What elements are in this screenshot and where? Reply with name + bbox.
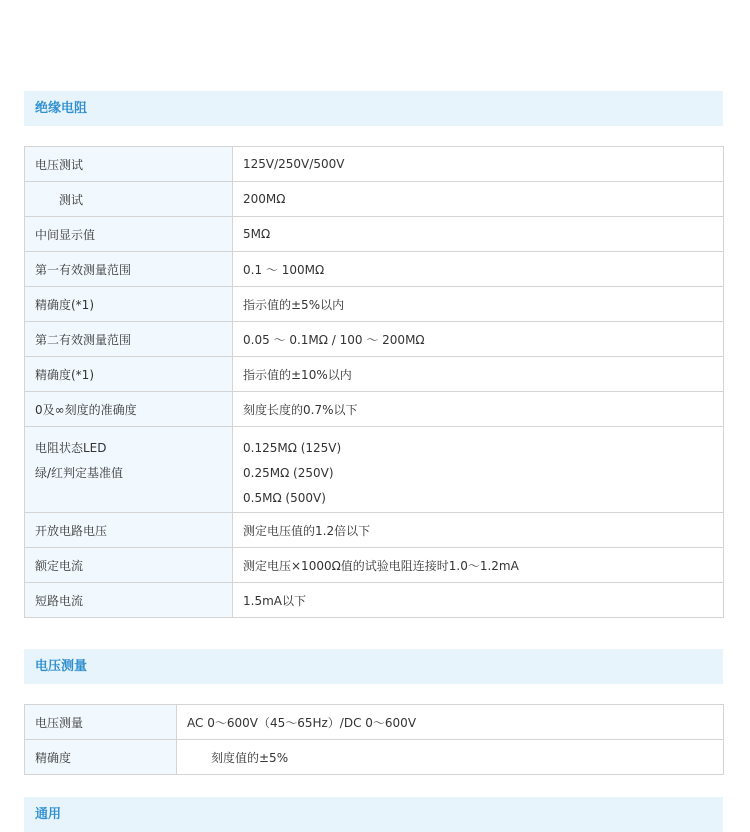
table-row xyxy=(25,583,724,618)
row-label: 开放电路电压 xyxy=(25,513,233,548)
table-row xyxy=(25,705,724,740)
row-value: 测定电压×1000Ω值的试验电阻连接时1.0～1.2mA xyxy=(233,548,724,583)
row-label: 额定电流 xyxy=(25,548,233,583)
table-row xyxy=(25,182,724,217)
row-value: 测定电压值的1.2倍以下 xyxy=(233,513,724,548)
table-row xyxy=(25,740,724,775)
row-label-line: 绿/红判定基准值 xyxy=(35,466,124,480)
row-value-text: 刻度值的±5% xyxy=(211,750,289,765)
table-row xyxy=(25,357,724,392)
row-label: 短路电流 xyxy=(25,583,233,618)
table-row xyxy=(25,427,724,513)
section-header-insulation-resistance xyxy=(24,91,723,126)
section-header-general xyxy=(24,797,723,832)
row-value: 刻度长度的0.7%以下 xyxy=(233,392,724,427)
insulation-spec-table xyxy=(24,146,724,618)
section-title: 电压测量 xyxy=(35,659,88,674)
table-row xyxy=(25,287,724,322)
row-value: AC 0～600V（45～65Hz）/DC 0～600V xyxy=(177,705,724,740)
voltage-spec-table xyxy=(24,704,724,775)
table-row xyxy=(25,513,724,548)
row-value: 125V/250V/500V xyxy=(233,147,724,182)
row-label: 精确度(*1) xyxy=(25,357,233,392)
row-label xyxy=(25,427,233,513)
row-label: 0及∞刻度的准确度 xyxy=(25,392,233,427)
row-label: 精确度 xyxy=(25,740,177,775)
section-title: 绝缘电阻 xyxy=(35,101,88,116)
table-row xyxy=(25,322,724,357)
row-value-line: 0.5MΩ (500V) xyxy=(243,491,326,505)
row-label: 中间显示值 xyxy=(25,217,233,252)
table-row xyxy=(25,548,724,583)
row-value: 指示值的±10%以内 xyxy=(233,357,724,392)
row-value xyxy=(233,427,724,513)
row-label xyxy=(25,182,233,217)
row-label: 第二有效测量范围 xyxy=(25,322,233,357)
row-label-line: 电阻状态LED xyxy=(35,441,107,455)
row-value: 0.05 ～ 0.1MΩ / 100 ～ 200MΩ xyxy=(233,322,724,357)
row-label: 第一有效测量范围 xyxy=(25,252,233,287)
row-value: 1.5mA以下 xyxy=(233,583,724,618)
row-value xyxy=(177,740,724,775)
row-label: 精确度(*1) xyxy=(25,287,233,322)
table-row xyxy=(25,217,724,252)
row-value: 0.1 ～ 100MΩ xyxy=(233,252,724,287)
row-value-line: 0.125MΩ (125V) xyxy=(243,441,342,455)
table-row xyxy=(25,252,724,287)
section-header-voltage-measurement xyxy=(24,649,723,684)
table-row xyxy=(25,392,724,427)
table-row xyxy=(25,147,724,182)
row-label-text: 测试 xyxy=(59,192,84,207)
section-title: 通用 xyxy=(35,807,62,822)
row-value: 200MΩ xyxy=(233,182,724,217)
row-value: 指示值的±5%以内 xyxy=(233,287,724,322)
row-label: 电压测量 xyxy=(25,705,177,740)
row-label: 电压测试 xyxy=(25,147,233,182)
row-value-line: 0.25MΩ (250V) xyxy=(243,466,334,480)
row-value: 5MΩ xyxy=(233,217,724,252)
